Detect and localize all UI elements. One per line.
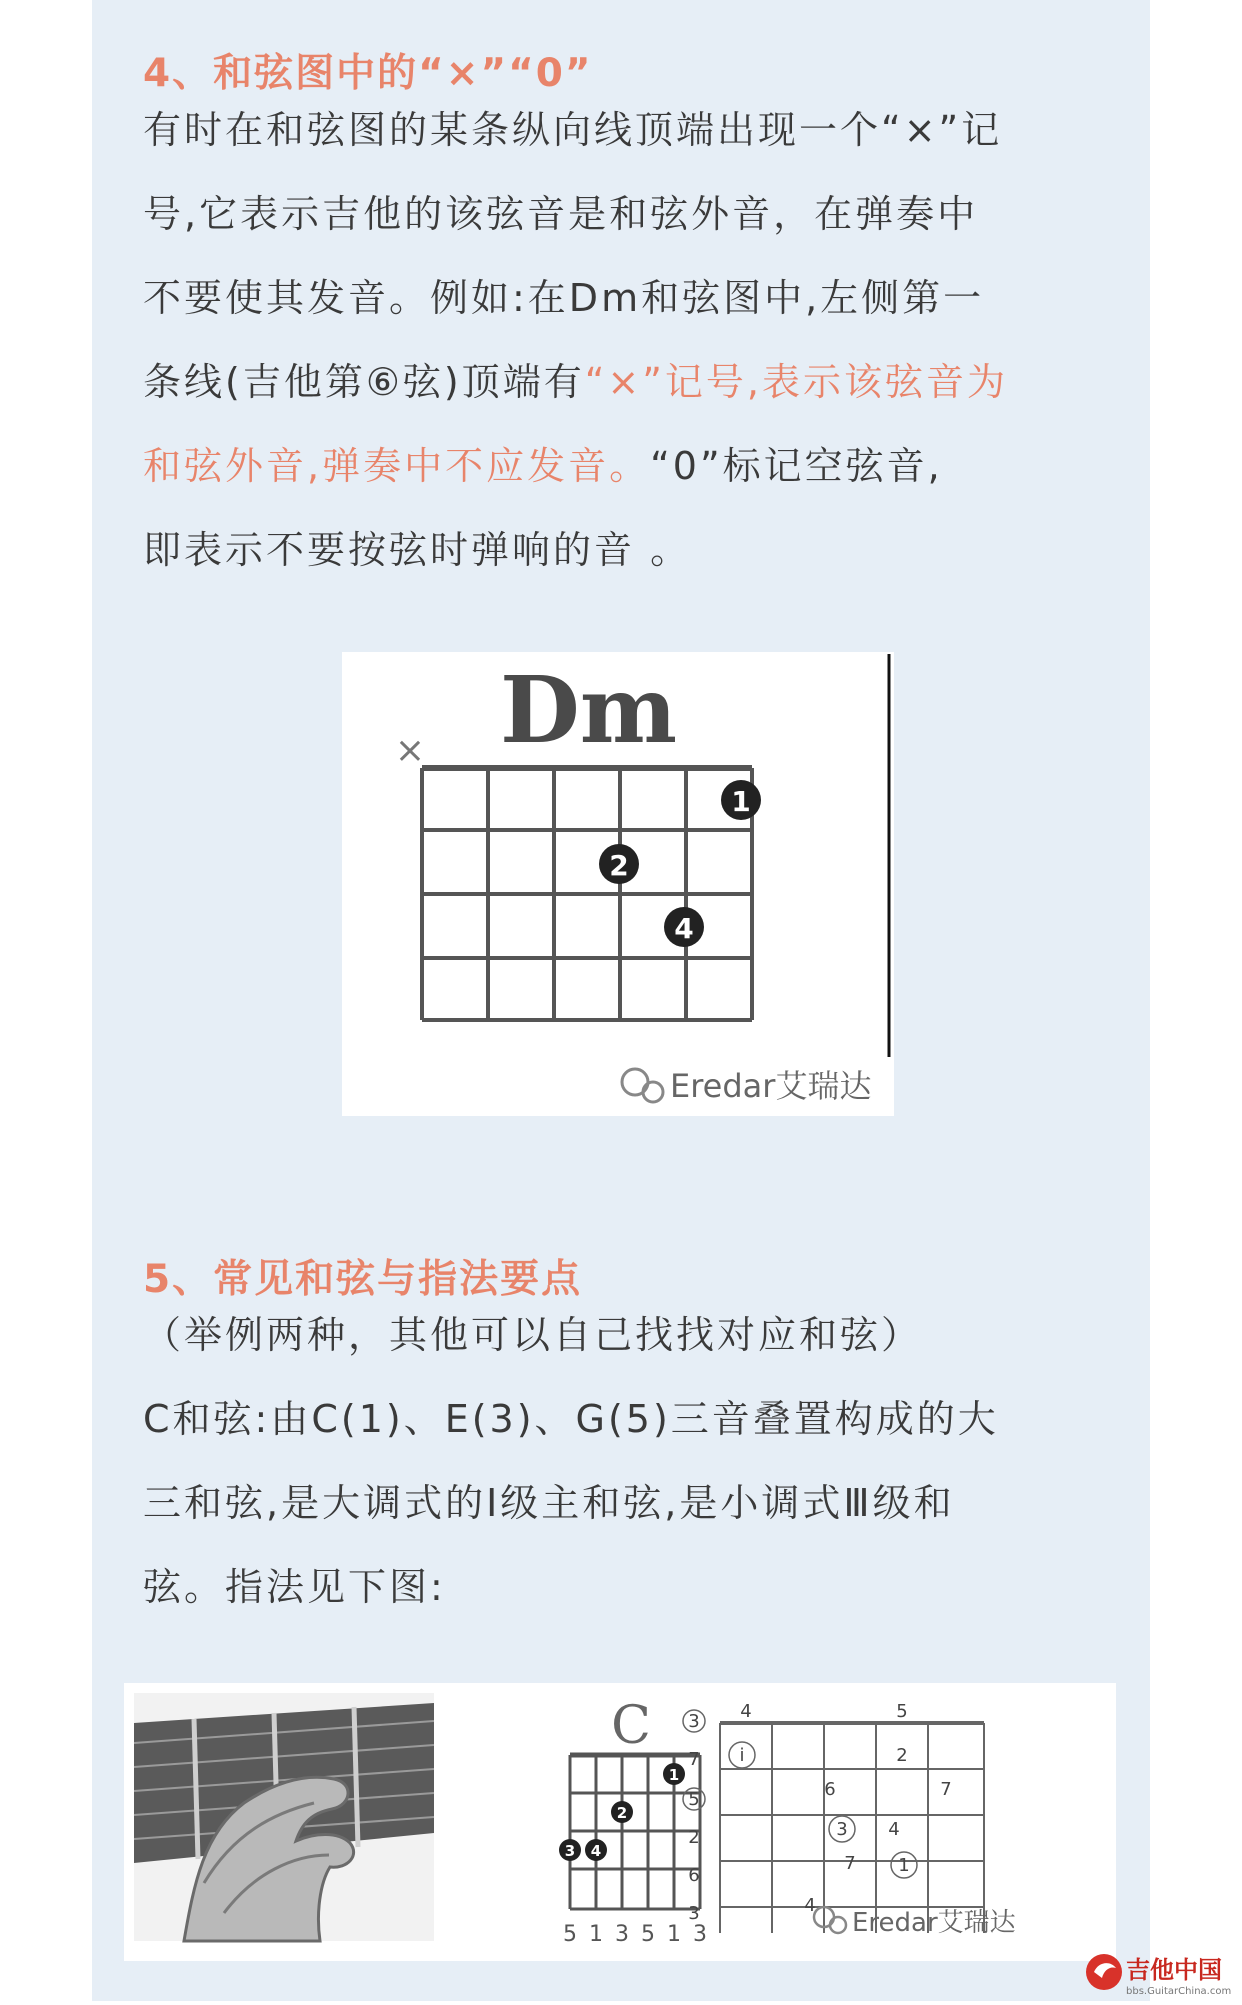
finger-dot-3 xyxy=(559,1839,581,1861)
note-label: 2 xyxy=(896,1745,908,1766)
text-line: 弦。指法见下图: xyxy=(143,1565,446,1609)
text-highlight: 和弦外音,弹奏中不应发音。 xyxy=(143,444,651,488)
finger-dot-4 xyxy=(585,1839,607,1861)
string-label: 3 xyxy=(688,1903,700,1924)
finger-dot-1 xyxy=(663,1763,685,1785)
svg-text:4: 4 xyxy=(674,912,694,945)
text-line: C和弦:由C(1)、E(3)、G(5)三音叠置构成的大 xyxy=(143,1397,999,1441)
note-label: 5 xyxy=(563,1922,577,1947)
section-4-heading: 4、和弦图中的“×”“0” xyxy=(143,51,593,96)
svg-text:3: 3 xyxy=(564,1842,576,1860)
note-label: 7 xyxy=(940,1779,952,1800)
section-5-body xyxy=(143,1293,1103,1629)
svg-text:1: 1 xyxy=(731,785,751,818)
c-chord-diagram xyxy=(559,1696,707,1947)
watermark: Eredar艾瑞达 xyxy=(670,1067,872,1105)
finger-dot-4 xyxy=(664,907,704,947)
note-label: 5 xyxy=(641,1922,655,1947)
finger-dot-2 xyxy=(599,844,639,884)
text-line xyxy=(143,424,1103,508)
chord-name: Dm xyxy=(500,656,678,764)
text-normal: “0”标记空弦音, xyxy=(650,444,943,488)
wechat-icon xyxy=(814,1907,846,1933)
c-chord-image-strip xyxy=(124,1683,1116,1961)
note-label: i xyxy=(739,1745,745,1766)
note-label: 3 xyxy=(615,1922,629,1947)
text-normal: 条线(吉他第⑥弦)顶端有 xyxy=(143,360,585,404)
string-label: 5 xyxy=(688,1789,700,1810)
text-highlight: “×”记号,表示该弦音为 xyxy=(584,360,1009,404)
finger-dot-2 xyxy=(611,1801,633,1823)
text-line: 三和弦,是大调式的Ⅰ级主和弦,是小调式Ⅲ级和 xyxy=(143,1481,955,1525)
text-line: 有时在和弦图的某条纵向线顶端出现一个“×”记 xyxy=(143,108,1003,152)
chord-name: C xyxy=(611,1696,651,1756)
finger-dot-1 xyxy=(721,780,761,820)
note-label: 4 xyxy=(740,1701,752,1722)
note-label: 4 xyxy=(888,1819,900,1840)
string-label: 3 xyxy=(688,1711,700,1732)
text-line: 即表示不要按弦时弹响的音 。 xyxy=(143,528,692,572)
note-label: 1 xyxy=(667,1922,681,1947)
note-label: 6 xyxy=(824,1779,836,1800)
section-4-body xyxy=(143,88,1103,592)
text-line xyxy=(143,340,1103,424)
string-label: 2 xyxy=(688,1827,700,1848)
svg-text:2: 2 xyxy=(609,849,629,882)
watermark: Eredar艾瑞达 xyxy=(852,1908,1016,1938)
note-label: 1 xyxy=(898,1855,910,1876)
site-logo-name: 吉他中国 xyxy=(1126,1956,1222,1984)
note-label: 5 xyxy=(896,1701,908,1722)
dm-chord-diagram xyxy=(342,652,894,1116)
note-label: 1 xyxy=(589,1922,603,1947)
note-label: 4 xyxy=(804,1895,816,1916)
hand-photo xyxy=(134,1693,434,1941)
text-note: （举例两种，其他可以自己找找对应和弦） xyxy=(143,1313,923,1357)
string-label: 6 xyxy=(688,1865,700,1886)
note-label: 3 xyxy=(693,1922,707,1947)
fretboard-note-map xyxy=(683,1701,1016,1938)
section-5-heading: 5、常见和弦与指法要点 xyxy=(143,1257,583,1302)
string-label: 7 xyxy=(688,1749,700,1770)
svg-text:2: 2 xyxy=(616,1804,628,1822)
svg-text:4: 4 xyxy=(590,1842,602,1860)
wechat-icon xyxy=(622,1069,663,1102)
svg-text:1: 1 xyxy=(668,1766,680,1784)
mute-mark: × xyxy=(394,730,426,771)
text-line: 号,它表示吉他的该弦音是和弦外音，在弹奏中 xyxy=(143,192,979,236)
guitar-logo-icon xyxy=(1086,1954,1122,1990)
site-logo xyxy=(1082,1948,1242,2001)
note-label: 3 xyxy=(836,1819,848,1840)
site-logo-url: bbs.GuitarChina.com xyxy=(1126,1986,1232,1997)
text-line: 不要使其发音。例如:在Dm和弦图中,左侧第一 xyxy=(143,276,985,320)
note-label: 7 xyxy=(844,1853,856,1874)
